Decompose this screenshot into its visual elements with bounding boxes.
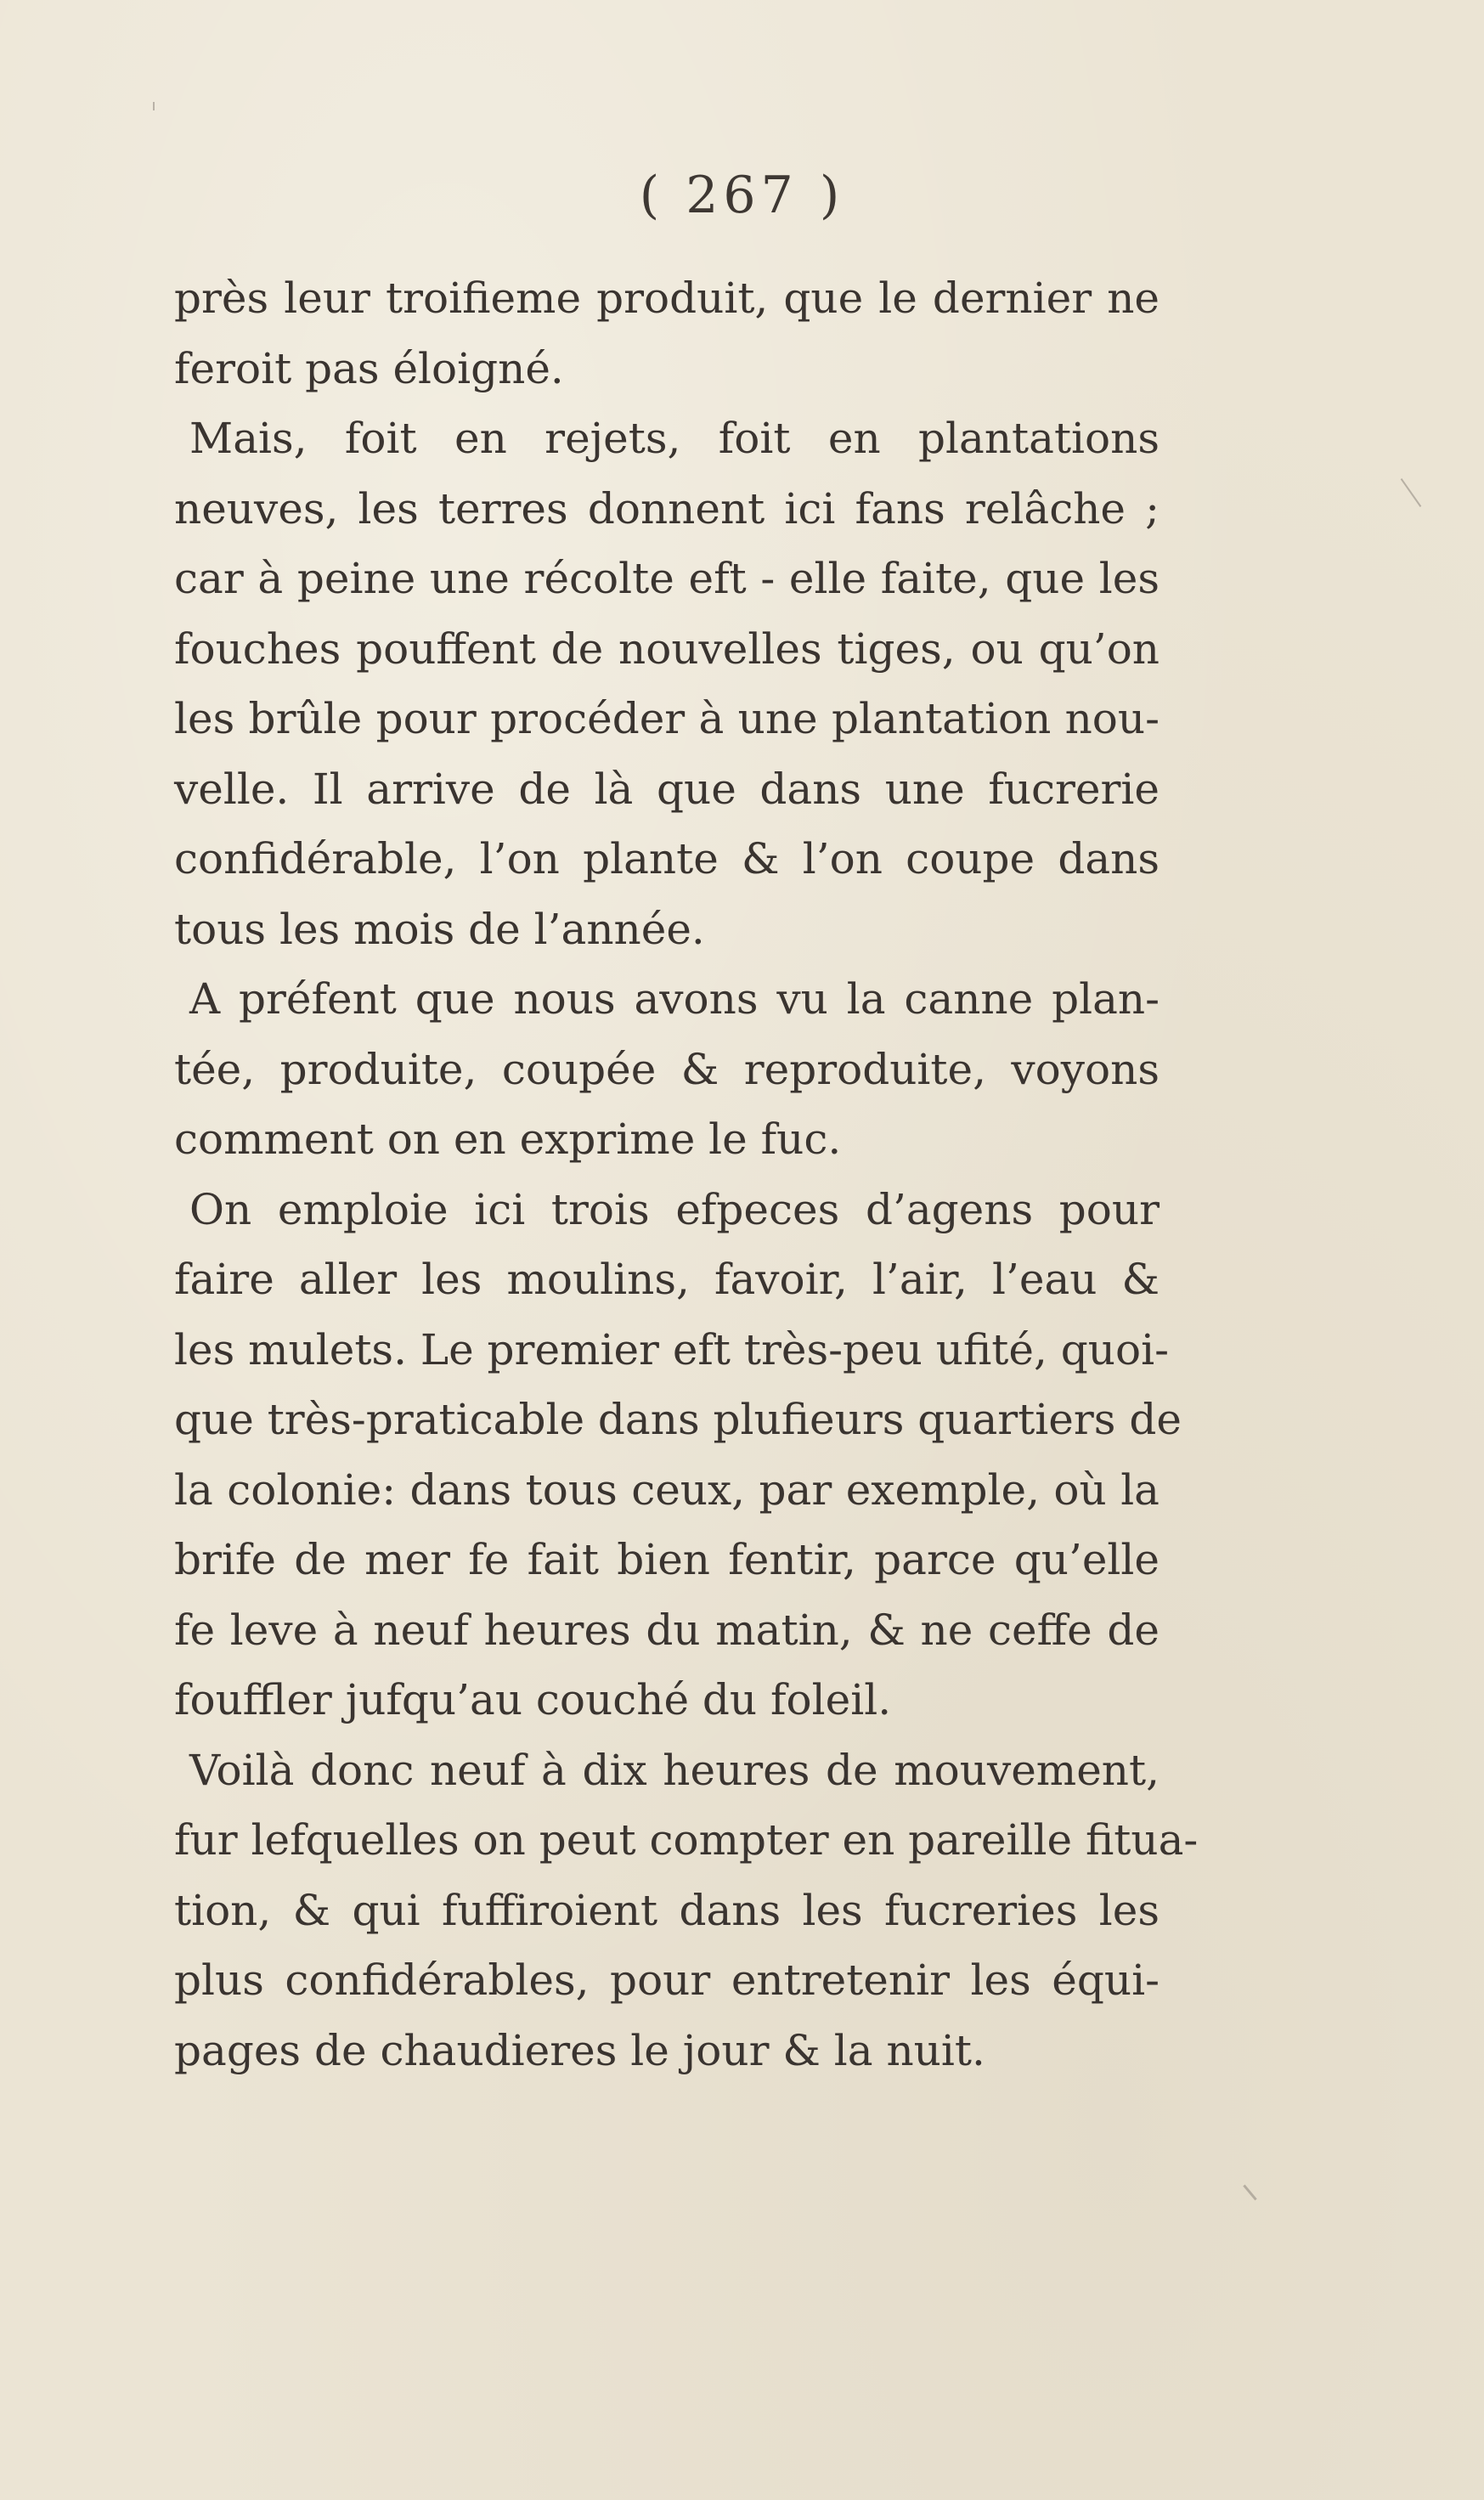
text-line: faire aller les moulins, favoir, l’air, l’eau & (174, 1255, 1160, 1304)
paper-speck (153, 102, 155, 110)
text-line: fouches pouffent de nouvelles tiges, ou qu’on (174, 624, 1160, 674)
text-line: tion, & qui fuffiroient dans les fucreries les (174, 1885, 1160, 1935)
text-line: brife de mer fe fait bien fentir, parce qu’elle (174, 1535, 1160, 1584)
text-line: tous les mois de l’année. (174, 904, 705, 954)
paper-speck (1243, 2185, 1256, 2201)
text-line: car à peine une récolte eft - elle faite, que les (174, 554, 1160, 603)
body-text (174, 263, 1199, 2085)
text-line: Voilà donc neuf à dix heures de mouvement, (189, 1745, 1160, 1795)
text-line: les mulets. Le premier eft très-peu ufité, quoi- (174, 1324, 1169, 1374)
text-line: A préfent que nous avons vu la canne plan- (189, 974, 1160, 1024)
text-line: plus confidérables, pour entretenir les équi- (174, 1955, 1160, 2005)
text-line: les brûle pour procéder à une plantation nou- (174, 694, 1160, 743)
text-line: comment on en exprime le fuc. (174, 1115, 842, 1164)
text-line: On emploie ici trois efpeces d’agens pour (189, 1184, 1160, 1234)
text-line: fe leve à neuf heures du matin, & ne ceffe de (174, 1605, 1160, 1655)
text-line: neuves, les terres donnent ici fans relâche ; (174, 483, 1160, 533)
page-number-header: ( 267 ) (639, 166, 845, 225)
text-line: fouffler jufqu’au couché du foleil. (174, 1675, 892, 1724)
text-line: confidérable, l’on plante & l’on coupe dans (174, 834, 1160, 883)
paper-speck (1401, 478, 1422, 507)
text-line: fur lefquelles on peut compter en pareille fitua- (174, 1815, 1199, 1865)
text-line: Mais, foit en rejets, foit en plantations (189, 414, 1160, 463)
text-line: près leur troifieme produit, que le dernier ne (174, 274, 1160, 323)
text-line: velle. Il arrive de là que dans une fucrerie (174, 764, 1160, 814)
text-line: que très-praticable dans plufieurs quartiers de (174, 1395, 1182, 1444)
text-line: pages de chaudieres le jour & la nuit. (174, 2025, 985, 2075)
text-line: tée, produite, coupée & reproduite, voyons (174, 1044, 1160, 1094)
text-line: feroit pas éloigné. (174, 343, 564, 393)
text-line: la colonie: dans tous ceux, par exemple, où la (174, 1464, 1160, 1515)
